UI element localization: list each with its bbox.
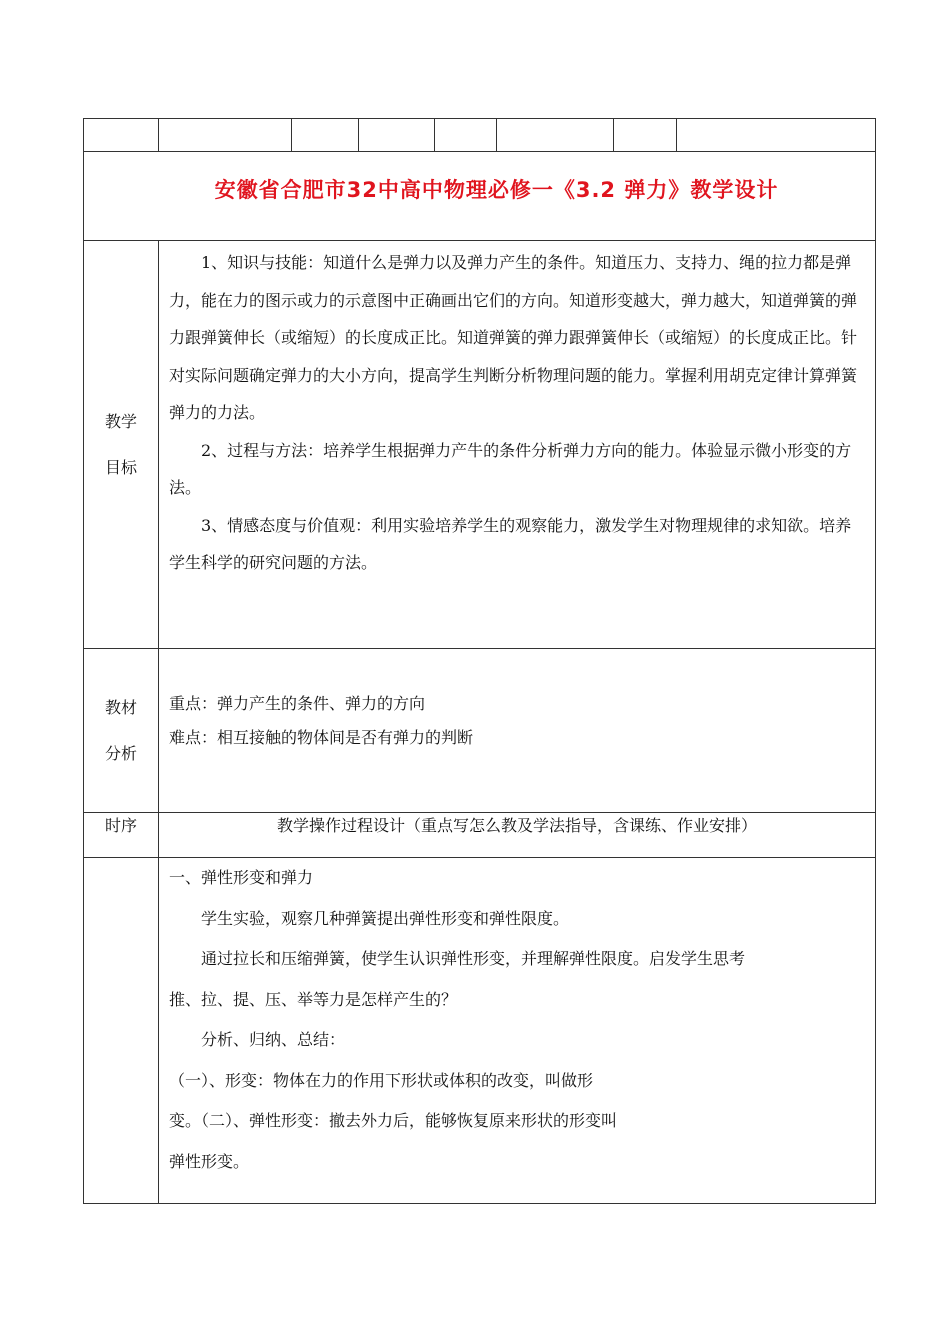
blank-cell bbox=[677, 119, 876, 152]
goals-attitude-paragraph: 3、情感态度与价值观：利用实验培养学生的观察能力，激发学生对物理规律的求知欲。培养学生科学的研究问题的方法。 bbox=[169, 515, 852, 572]
title-cell bbox=[84, 152, 876, 241]
definition-deformation: （一）、形变：物体在力的作用下形状或体积的改变，叫做形 bbox=[169, 1070, 594, 1090]
analysis-label-line2: 分析 bbox=[104, 743, 137, 763]
sequence-header-cell: 教学操作过程设计（重点写怎么教及学法指导，含课练、作业安排） bbox=[159, 813, 876, 858]
goals-label-line2: 目标 bbox=[104, 457, 137, 477]
section-heading: 一、弹性形变和弹力 bbox=[169, 868, 314, 887]
sequence-label-cell: 时序 bbox=[84, 813, 159, 858]
definition-elastic-end: 弹性形变。 bbox=[169, 1151, 250, 1171]
process-row bbox=[84, 858, 876, 1204]
goals-label-cell bbox=[84, 241, 159, 649]
definition-elastic: 变。（二）、弹性形变：撤去外力后，能够恢复原来形状的形变叫 bbox=[169, 1111, 618, 1130]
blank-cell bbox=[614, 119, 677, 152]
blank-cell bbox=[84, 119, 159, 152]
process-paragraph: 分析、归纳、总结： bbox=[201, 1030, 346, 1049]
goals-knowledge-paragraph: 1、知识与技能：知道什么是弹力以及弹力产生的条件。知道压力、支持力、绳的拉力都是弹力，能在力的图示或力的示意图中正确画出它们的方向。知道形变越大，弹力越大，知道弹簧的弹力跟弹簧伸长（或缩短）的长度成正比。知道弹簧的弹力跟弹簧伸长（或缩短）的长度成正比。针对实际问题确定弹力的大小方向，提高学生判断分析物理问题的能力。掌握利用胡克定律计算弹簧弹力的力法。 bbox=[169, 253, 858, 422]
goals-content-cell bbox=[159, 241, 876, 649]
sequence-header-row bbox=[84, 813, 876, 858]
key-point-text: 重点：弹力产生的条件、弹力的方向 bbox=[169, 694, 426, 713]
blank-cell bbox=[292, 119, 359, 152]
difficulty-text: 难点：相互接触的物体间是否有弹力的判断 bbox=[169, 728, 474, 747]
goals-process-paragraph: 2、过程与方法：培养学生根据弹力产牛的条件分析弹力方向的能力。体验显示微小形变的方法。 bbox=[169, 440, 852, 497]
title-row bbox=[84, 152, 876, 241]
goals-label-line1: 教学 bbox=[104, 411, 137, 431]
process-paragraph: 学生实验，观察几种弹簧提出弹性形变和弹性限度。 bbox=[201, 908, 570, 928]
process-sequence-cell bbox=[84, 858, 159, 1204]
analysis-label-line1: 教材 bbox=[104, 697, 137, 717]
header-blank-row bbox=[84, 119, 876, 152]
analysis-label-cell bbox=[84, 649, 159, 813]
lesson-plan-table bbox=[83, 118, 876, 1204]
blank-cell bbox=[435, 119, 497, 152]
blank-cell bbox=[159, 119, 292, 152]
blank-cell bbox=[359, 119, 435, 152]
process-paragraph: 推、拉、提、压、举等力是怎样产生的？ bbox=[169, 989, 458, 1009]
process-content-cell bbox=[159, 858, 876, 1204]
analysis-content-cell bbox=[159, 649, 876, 813]
analysis-row bbox=[84, 649, 876, 813]
process-paragraph: 通过拉长和压缩弹簧，使学生认识弹性形变，并理解弹性限度。启发学生思考 bbox=[201, 949, 746, 968]
blank-cell bbox=[497, 119, 614, 152]
goals-row bbox=[84, 241, 876, 649]
document-title: 安徽省合肥市32中高中物理必修一《3.2 弹力》教学设计 bbox=[214, 178, 779, 202]
